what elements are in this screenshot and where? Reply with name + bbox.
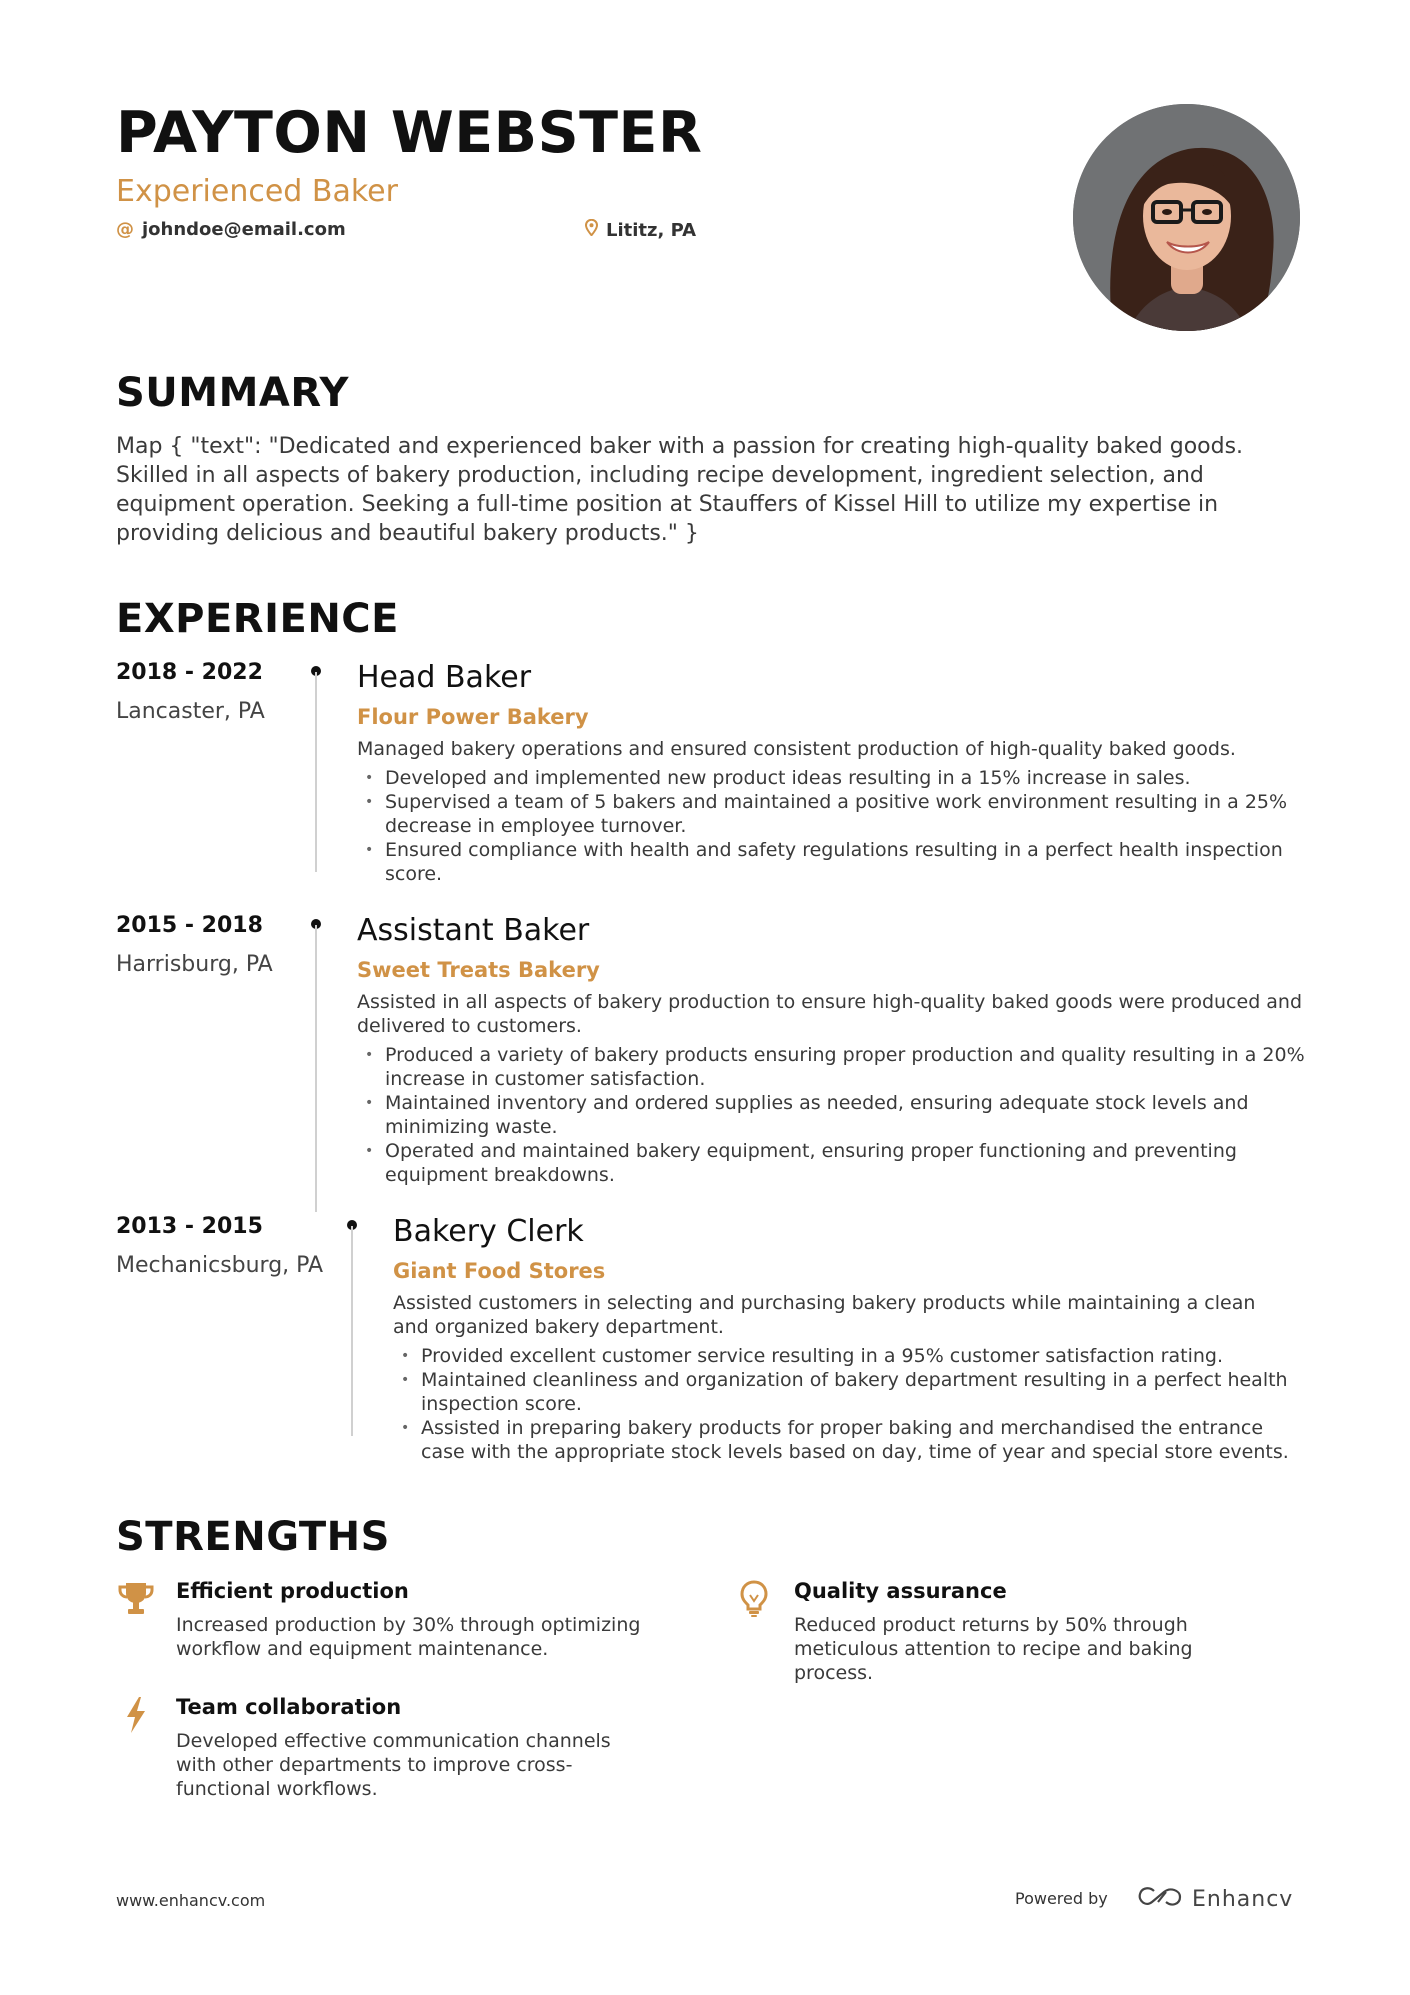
job-bullets [393, 1344, 1293, 1464]
job-bullet: • Provided excellent customer service resulting in a 95% customer satisfaction rating. [393, 1344, 1293, 1368]
candidate-role: Experienced Baker [116, 174, 398, 209]
email-text: johndoe@email.com [142, 219, 346, 240]
job-bullets [357, 766, 1337, 886]
job-bullet: • Developed and implemented new product ideas resulting in a 15% increase in sales. [357, 766, 1337, 790]
experience-dates: 2013 - 2015 [116, 1214, 263, 1239]
strength-item [116, 1579, 646, 1661]
timeline-line [351, 1226, 353, 1436]
strength-title: Team collaboration [176, 1695, 402, 1719]
job-title: Bakery Clerk [393, 1214, 584, 1249]
strength-title: Quality assurance [794, 1579, 1007, 1603]
experience-item [393, 1214, 1293, 1464]
contact-email[interactable] [116, 219, 346, 240]
experience-location: Harrisburg, PA [116, 952, 273, 977]
job-bullet: • Maintained inventory and ordered supplies as needed, ensuring adequate stock levels and minimizing waste. [357, 1091, 1337, 1139]
strength-item [116, 1695, 646, 1801]
at-icon: @ [116, 219, 134, 240]
strengths-title: STRENGTHS [116, 1514, 390, 1560]
strength-description: Increased production by 30% through optimizing workflow and equipment maintenance. [176, 1614, 641, 1660]
job-description: Assisted customers in selecting and purchasing bakery products while maintaining a clean and organized bakery department. [393, 1292, 1256, 1338]
job-bullet: • Supervised a team of 5 bakers and maintained a positive work environment resulting in a 25% decrease in employee turnover. [357, 790, 1337, 838]
footer-logo[interactable] [1136, 1884, 1293, 1914]
job-bullet: • Ensured compliance with health and safety regulations resulting in a perfect health inspection score. [357, 838, 1337, 886]
experience-location: Mechanicsburg, PA [116, 1253, 324, 1278]
footer-url[interactable]: www.enhancv.com [116, 1891, 266, 1910]
experience-item [357, 660, 1337, 886]
company-name: Giant Food Stores [393, 1259, 606, 1283]
experience-meta [116, 660, 265, 724]
contact-location [585, 219, 696, 241]
experience-meta [116, 1214, 323, 1278]
experience-dates: 2018 - 2022 [116, 660, 263, 685]
experience-location: Lancaster, PA [116, 699, 265, 724]
enhancv-logo-icon [1136, 1884, 1184, 1914]
job-bullet: • Maintained cleanliness and organization of bakery department resulting in a perfect health inspection score. [393, 1368, 1293, 1416]
job-title: Head Baker [357, 660, 532, 695]
lightbulb-icon [734, 1579, 774, 1619]
map-pin-icon [585, 219, 598, 241]
experience-meta [116, 913, 273, 977]
company-name: Sweet Treats Bakery [357, 958, 600, 982]
job-bullet: • Assisted in preparing bakery products for proper baking and merchandised the entrance case with the appropriate stock levels based on day, time of year and special store events. [393, 1416, 1293, 1464]
job-bullet: • Produced a variety of bakery products ensuring proper production and quality resulting in a 20% increase in customer satisfaction. [357, 1043, 1337, 1091]
company-name: Flour Power Bakery [357, 705, 589, 729]
candidate-name: PAYTON WEBSTER [116, 100, 703, 166]
job-description: Assisted in all aspects of bakery production to ensure high-quality baked goods were produced and delivered to customers. [357, 991, 1303, 1037]
timeline-line [315, 925, 317, 1212]
timeline-line [315, 672, 317, 872]
summary-text: Map { "text": "Dedicated and experienced baker with a passion for creating high-quality baked goods. Skilled in all aspects of bakery production, including recipe development, ingredient selection, and equipment operation. Seeking a full-time position at Stauffers of Kissel Hill to utilize my expertise in providing delicious and beautiful bakery products." } [116, 434, 1244, 546]
location-text: Lititz, PA [606, 219, 697, 241]
job-bullets [357, 1043, 1337, 1187]
footer-brand: Enhancv [1192, 1886, 1294, 1912]
footer-powered-by: Powered by [1015, 1889, 1108, 1908]
strength-description: Reduced product returns by 50% through meticulous attention to recipe and baking process. [794, 1614, 1193, 1684]
trophy-icon [116, 1579, 156, 1619]
job-title: Assistant Baker [357, 913, 590, 948]
strength-title: Efficient production [176, 1579, 409, 1603]
profile-photo [1073, 104, 1300, 331]
summary-title: SUMMARY [116, 370, 349, 416]
strength-description: Developed effective communication channels with other departments to improve cross-functional workflows. [176, 1730, 611, 1800]
strength-item [734, 1579, 1264, 1685]
lightning-icon [116, 1695, 156, 1735]
experience-dates: 2015 - 2018 [116, 913, 263, 938]
job-bullet: • Operated and maintained bakery equipment, ensuring proper functioning and preventing equipment breakdowns. [357, 1139, 1337, 1187]
experience-title: EXPERIENCE [116, 596, 399, 642]
job-description: Managed bakery operations and ensured consistent production of high-quality baked goods. [357, 738, 1236, 760]
experience-item [357, 913, 1337, 1187]
